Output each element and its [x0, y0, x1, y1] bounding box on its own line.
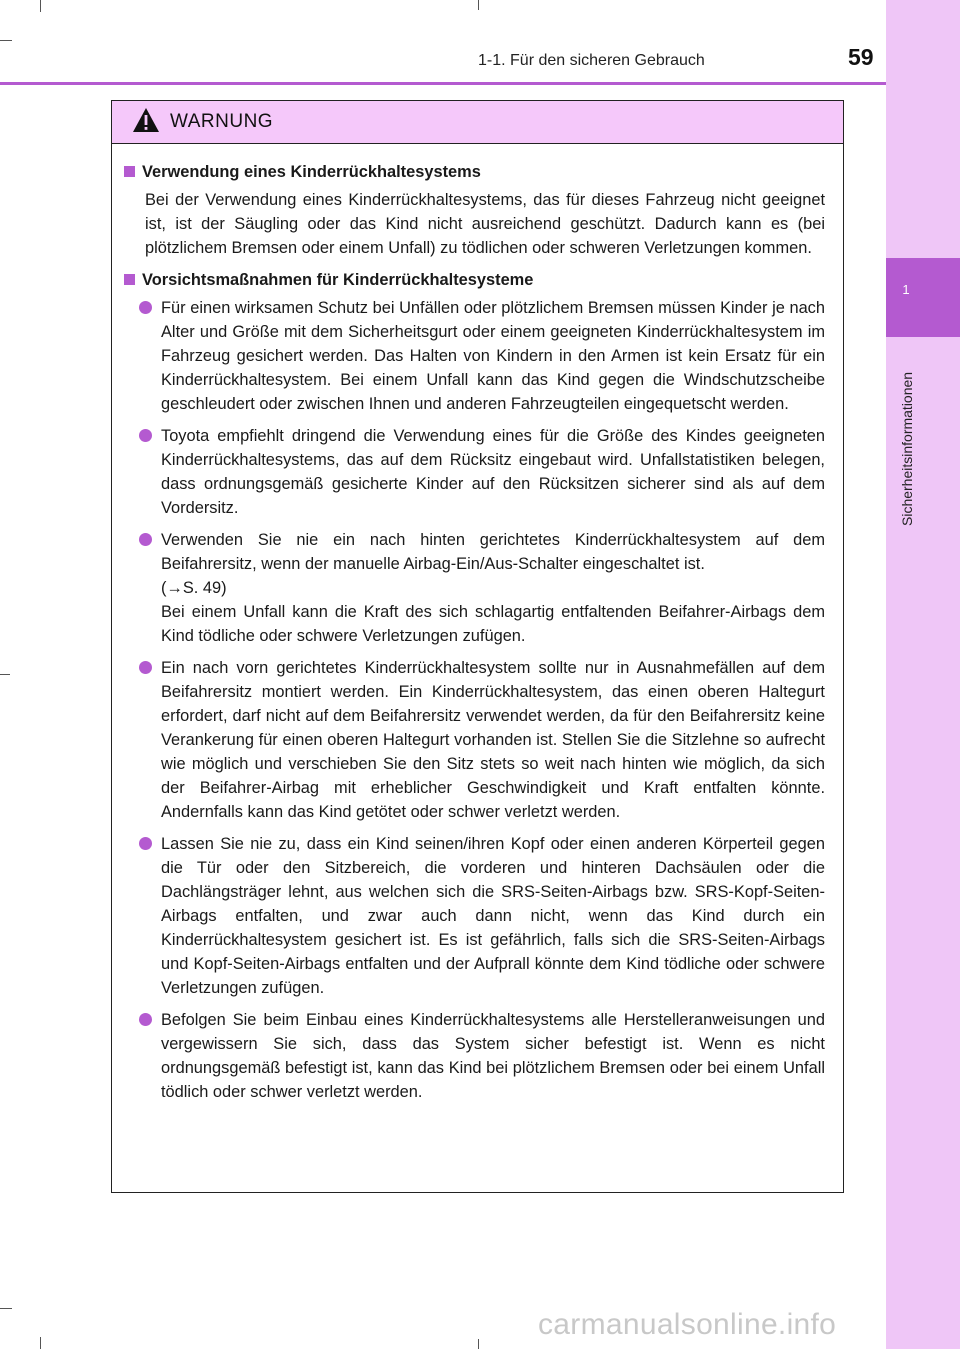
- page-reference-link[interactable]: (→S. 49): [161, 579, 227, 597]
- side-tab-strip: [886, 0, 960, 1349]
- list-item: [139, 424, 825, 520]
- list-item: [139, 1008, 825, 1104]
- crop-mark: [478, 1339, 479, 1349]
- section-title: 1-1. Für den sicheren Gebrauch: [478, 52, 705, 69]
- round-bullet-icon: [139, 301, 152, 314]
- warning-body: [112, 144, 843, 1104]
- warning-header: [112, 101, 843, 144]
- list-item-main-text: Verwenden Sie nie ein nach hinten gerichtetes Kinderrückhaltesystem auf dem Beifahrersitz, wenn der manuelle Airbag-Ein/Aus-Schalter eingeschaltet ist.: [161, 531, 825, 573]
- chapter-tab: [886, 258, 960, 337]
- subheading-text: Vorsichtsmaßnahmen für Kinderrückhaltesysteme: [142, 271, 534, 289]
- crop-mark: [40, 1337, 41, 1349]
- watermark: carmanualsonline.info: [538, 1308, 837, 1341]
- list-item-text: [161, 528, 825, 648]
- square-bullet-icon: [124, 274, 135, 285]
- list-item: [139, 296, 825, 416]
- list-item-text: Toyota empfiehlt dringend die Verwendung eines für die Größe des Kindes geeigneten Kinderrückhaltesystems, das auf dem Rücksitz eingebaut wird. Unfallstatistiken belegen, dass ordnungsgemäß gesicherte Kinder auf den Rücksitzen sicherer sind als auf dem Vordersitz.: [161, 427, 825, 517]
- list-item: [139, 656, 825, 824]
- crop-mark: [478, 0, 479, 10]
- list-item: [139, 832, 825, 1000]
- list-item-text: Befolgen Sie beim Einbau eines Kinderrückhaltesystems alle Herstelleranweisungen und vergewissern Sie sich, dass das System sicher befestigt ist. Wenn es nicht ordnungsgemäß befestigt ist, kann das Kind bei plötzlichem Bremsen oder bei einem Unfall tödlich oder schwer verletzt werden.: [161, 1011, 825, 1101]
- round-bullet-icon: [139, 429, 152, 442]
- list-item-text: Lassen Sie nie zu, dass ein Kind seinen/ihren Kopf oder einen anderen Körperteil gegen die Tür oder den Sitzbereich, die vorderen und hinteren Dachsäulen oder die Dachlängsträger lehnt, aus welchen sich die SRS-Seiten-Airbags bzw. SRS-Kopf-Seiten-Airbags entfalten, und zwar auch dann nicht, wenn das Kind durch ein Kinderrückhaltesystem gesichert ist. Es ist gefährlich, falls sich die SRS-Seiten-Airbags und Kopf-Seiten-Airbags entfalten und der Aufprall könnte dem Kind tödliche oder schwere Verletzungen zufügen.: [161, 835, 825, 997]
- list-item-text: Ein nach vorn gerichtetes Kinderrückhaltesystem sollte nur in Ausnahmefällen auf dem Beifahrersitz montiert werden. Ein Kinderrückhaltesystem, das einen oberen Haltegurt erfordert, darf nicht auf dem Beifahrersitz verwendet werden, da für den Beifahrersitz keine Verankerung für einen oberen Haltegurt vorhanden ist. Stellen Sie die Sitzlehne so aufrecht wie möglich und verschieben Sie den Sitz stets so weit nach hinten wie möglich, da sich der Beifahrer-Airbag mit erheblicher Geschwindigkeit und Kraft entfalten könnte. Andernfalls kann das Kind getötet oder schwer verletzt werden.: [161, 659, 825, 821]
- round-bullet-icon: [139, 1013, 152, 1026]
- paragraph: Bei der Verwendung eines Kinderrückhaltesystems, das für dieses Fahrzeug nicht geeignet ist, ist der Säugling oder das Kind nicht ausreichend geschützt. Dadurch kann es (bei plötzlichem Bremsen oder einem Unfall) zu tödlichen oder schweren Verletzungen kommen.: [145, 191, 825, 257]
- subheading: [124, 268, 825, 292]
- subheading-text: Verwendung eines Kinderrückhaltesystems: [142, 163, 481, 181]
- chapter-number: 1: [902, 282, 910, 297]
- round-bullet-icon: [139, 533, 152, 546]
- warning-triangle-icon: [132, 107, 160, 138]
- subheading: [124, 160, 825, 184]
- list-item-extra-text: Bei einem Unfall kann die Kraft des sich schlagartig entfaltenden Beifahrer-Airbags dem Kind tödliche oder schwere Verletzungen zufügen.: [161, 603, 825, 645]
- crop-mark: [0, 1308, 12, 1309]
- header-rule: [0, 82, 886, 85]
- warning-box: [111, 100, 844, 1193]
- round-bullet-icon: [139, 837, 152, 850]
- list-item: [139, 528, 825, 648]
- square-bullet-icon: [124, 166, 135, 177]
- warning-title: WARNUNG: [170, 111, 274, 132]
- round-bullet-icon: [139, 661, 152, 674]
- list-item-text: Für einen wirksamen Schutz bei Unfällen oder plötzlichem Bremsen müssen Kinder je nach Alter und Größe mit dem Sicherheitsgurt oder einem geeigneten Kinderrückhaltesystem im Fahrzeug gesichert werden. Das Halten von Kindern in den Armen ist kein Ersatz für ein Kinderrückhaltesystem. Bei einem Unfall kann das Kind gegen die Windschutzscheibe geschleudert oder zwischen Ihnen und anderen Fahrzeugteilen eingequetscht werden.: [161, 299, 825, 413]
- crop-mark: [40, 0, 41, 12]
- page-number: 59: [848, 44, 874, 70]
- crop-mark: [0, 40, 12, 41]
- chapter-label: Sicherheitsinformationen: [899, 371, 915, 526]
- crop-mark: [0, 674, 10, 675]
